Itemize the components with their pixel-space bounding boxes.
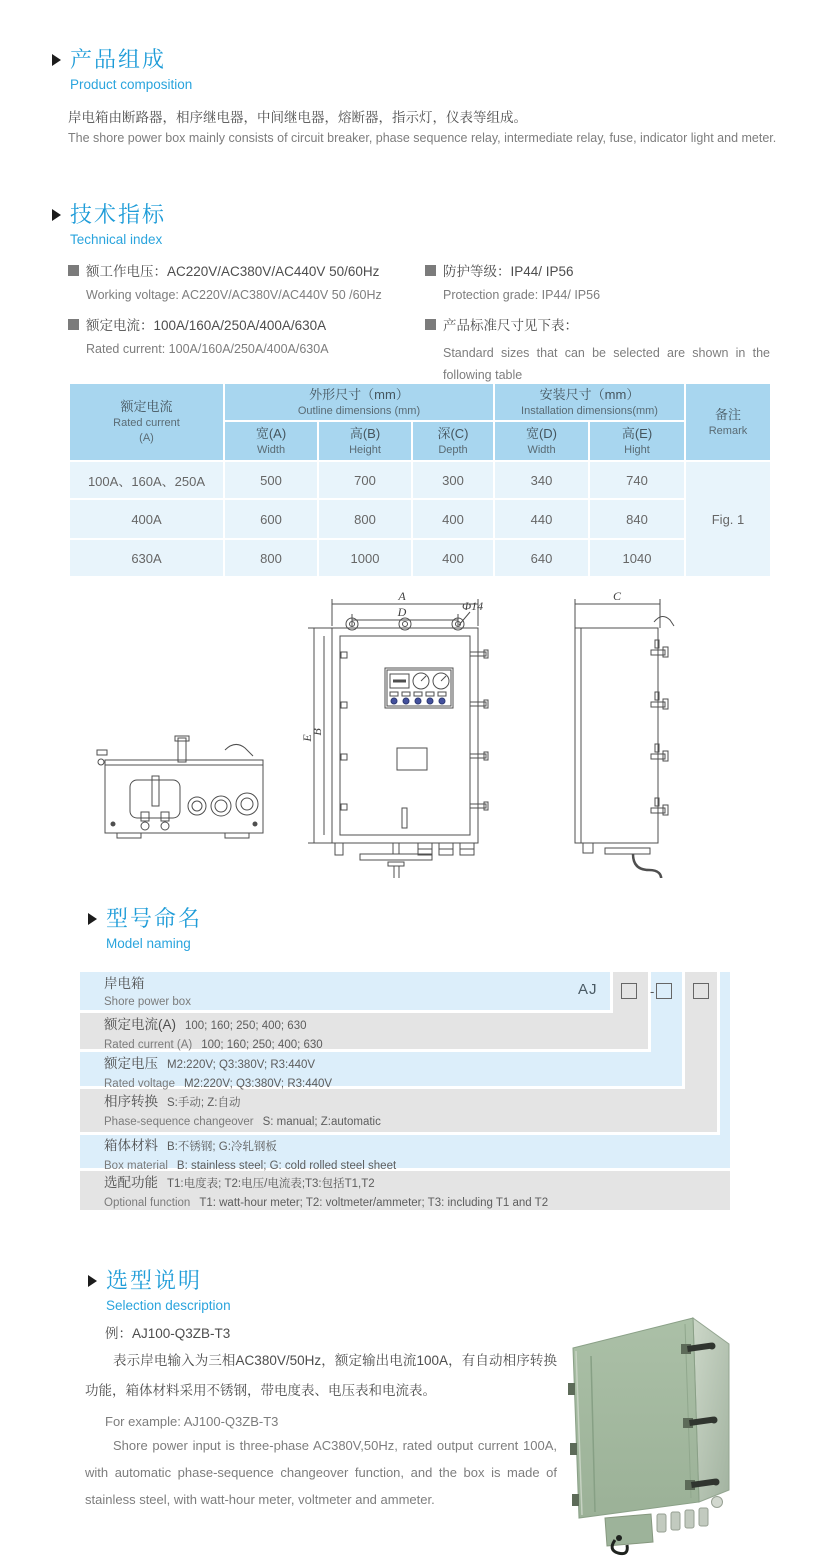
row-label-cn: 岸电箱	[104, 976, 145, 991]
table-header-current	[69, 383, 224, 461]
row-value-cn: B:不锈钢; G:冷轧钢板	[167, 1141, 277, 1153]
code-box-icon	[621, 983, 637, 999]
row-value-cn: M2:220V; Q3:380V; R3:440V	[167, 1059, 316, 1071]
latch-pins	[470, 650, 488, 810]
table-subheader	[589, 421, 685, 461]
table-subheader	[494, 421, 589, 461]
section-product-composition-header	[52, 47, 192, 92]
section-technical-index-header	[52, 202, 166, 247]
header-en: Width	[527, 443, 556, 456]
header-unit: (A)	[139, 432, 154, 444]
table-cell-remark: Fig. 1	[685, 461, 771, 577]
selection-body-en: Shore power input is three-phase AC380V,50Hz, rated output current 100A, with automatic phase-sequence changeover function, and the box is made of stainless steel, with watt-hour meter, voltmeter and ammeter.	[85, 1438, 557, 1507]
table-header-installation	[494, 383, 685, 421]
table-row	[69, 499, 771, 539]
row-value-en: T1: watt-hour meter; T2: voltmeter/ammeter; T3: including T1 and T2	[199, 1197, 549, 1209]
model-prefix: AJ	[578, 981, 598, 998]
ladder-row-rated-current	[104, 1016, 323, 1053]
table-subheader	[412, 421, 494, 461]
table-cell: 400A	[69, 499, 224, 539]
dim-label-c: C	[612, 589, 622, 603]
front-view	[300, 589, 488, 878]
spec-protection-grade	[425, 260, 770, 302]
section-title-cn: 型号命名	[106, 906, 203, 931]
header-cn: 额定电流	[120, 399, 173, 414]
section-title-cn: 技术指标	[70, 202, 167, 227]
triangle-bullet-icon	[88, 913, 97, 925]
spec-standard-sizes	[425, 314, 770, 386]
row-label-en: Shore power box	[104, 996, 191, 1008]
table-cell: 630A	[69, 539, 224, 577]
table-cell: 400	[412, 499, 494, 539]
row-label-cn: 额定电压	[104, 1056, 158, 1071]
table-cell: 1040	[589, 539, 685, 577]
table-row	[69, 539, 771, 577]
header-en: Outline dimensions (mm)	[297, 404, 421, 417]
model-naming-ladder	[80, 972, 730, 1210]
header-cn: 宽(A)	[255, 425, 287, 441]
table-cell: 800	[224, 539, 318, 577]
row-label-cn: 相序转换	[104, 1094, 158, 1109]
ladder-row-shore-power-box	[104, 975, 191, 1010]
row-value-en: S: manual; Z:automatic	[262, 1116, 381, 1128]
selection-text-block	[85, 1322, 557, 1513]
nameplate	[397, 748, 427, 770]
ladder-row-optional-function	[104, 1174, 548, 1211]
header-en: Rated current	[113, 417, 180, 429]
row-label-en: Optional function	[104, 1197, 191, 1209]
row-label-en: Rated voltage	[104, 1078, 175, 1090]
table-cell: 800	[318, 499, 412, 539]
dim-label-b: B	[310, 728, 324, 736]
section-title-en: Model naming	[106, 936, 191, 951]
spec-cn: 额定电流：100A/160A/250A/400A/630A	[86, 318, 327, 333]
header-cn: 高(E)	[621, 425, 653, 441]
dim-label-a: A	[398, 589, 406, 603]
product-photo	[545, 1288, 830, 1566]
table-row	[69, 461, 771, 499]
header-en: Height	[349, 443, 381, 456]
dim-label-hole: Φ14	[462, 599, 484, 613]
example-model-cn: 例：AJ100-Q3ZB-T3	[105, 1326, 231, 1341]
spec-en: Working voltage: AC220V/AC380V/AC440V 50 /60Hz	[86, 288, 382, 302]
square-bullet-icon	[425, 319, 436, 330]
table-cell: 600	[224, 499, 318, 539]
row-label-en: Phase-sequence changeover	[104, 1116, 254, 1128]
row-label-en: Rated current (A)	[104, 1039, 193, 1051]
indicator-lights	[390, 692, 446, 704]
spec-working-voltage	[68, 260, 418, 302]
control-panel	[385, 668, 453, 708]
row-label-cn: 额定电流(A)	[104, 1017, 176, 1032]
header-cn: 安装尺寸（mm）	[539, 386, 640, 402]
section-selection-description-header	[88, 1268, 231, 1313]
hinge-bolts	[341, 652, 347, 810]
section-title-en: Selection description	[106, 1298, 231, 1313]
composition-text-en: The shore power box mainly consists of circuit breaker, phase sequence relay, intermediate relay, fuse, indicator light and meter.	[68, 131, 777, 145]
row-value-en: 100; 160; 250; 400; 630	[201, 1039, 323, 1051]
table-cell: 340	[494, 461, 589, 499]
ladder-row-box-material	[104, 1137, 396, 1174]
side-view	[575, 589, 674, 878]
header-cn: 高(B)	[349, 425, 381, 441]
composition-text-cn: 岸电箱由断路器，相序继电器，中间继电器，熔断器，指示灯，仪表等组成。	[68, 110, 527, 125]
selection-body-cn: 表示岸电输入为三相AC380V/50Hz，额定输出电流100A，有自动相序转换功能，箱体材料采用不锈钢，带电度表、电压表和电流表。	[85, 1353, 557, 1398]
row-label-cn: 箱体材料	[104, 1138, 158, 1153]
header-cn: 备注	[714, 406, 741, 422]
bottom-view	[97, 736, 263, 838]
header-cn: 深(C)	[437, 425, 469, 441]
table-cell: 840	[589, 499, 685, 539]
table-cell: 400	[412, 539, 494, 577]
row-value-en: M2:220V; Q3:380V; R3:440V	[183, 1078, 333, 1090]
table-header-remark	[685, 383, 771, 461]
table-cell: 740	[589, 461, 685, 499]
triangle-bullet-icon	[52, 209, 61, 221]
table-subheader	[318, 421, 412, 461]
row-label-cn: 选配功能	[104, 1175, 158, 1190]
header-cn: 宽(D)	[525, 425, 558, 441]
table-cell: 500	[224, 461, 318, 499]
side-latches	[651, 640, 668, 815]
row-value-en: B: stainless steel; G: cold rolled steel sheet	[176, 1160, 397, 1172]
row-value-cn: 100; 160; 250; 400; 630	[185, 1020, 307, 1032]
square-bullet-icon	[68, 265, 79, 276]
dimensions-table	[68, 382, 772, 578]
square-bullet-icon	[425, 265, 436, 276]
table-cell: 1000	[318, 539, 412, 577]
green-enclosure	[568, 1318, 729, 1554]
section-model-naming-header	[88, 906, 202, 951]
code-box-icon	[656, 983, 672, 999]
code-box-icon	[693, 983, 709, 999]
header-en: Installation dimensions(mm)	[521, 404, 658, 417]
section-title-en: Technical index	[70, 232, 163, 247]
triangle-bullet-icon	[88, 1275, 97, 1287]
spec-cn: 产品标准尺寸见下表：	[443, 318, 578, 333]
section-title-cn: 产品组成	[70, 47, 167, 72]
ladder-row-phase-sequence	[104, 1093, 381, 1130]
table-header-outline	[224, 383, 494, 421]
spec-en: Standard sizes that can be selected are shown in the following table	[443, 346, 770, 382]
dash-text: -	[650, 984, 655, 999]
table-cell: 700	[318, 461, 412, 499]
spec-cn: 防护等级：IP44/ IP56	[443, 264, 574, 279]
spec-en: Rated current: 100A/160A/250A/400A/630A	[86, 342, 329, 356]
ladder-row-rated-voltage	[104, 1055, 332, 1092]
table-cell: 440	[494, 499, 589, 539]
table-subheader	[224, 421, 318, 461]
example-model-en: For example: AJ100-Q3ZB-T3	[105, 1414, 279, 1429]
square-bullet-icon	[68, 319, 79, 330]
header-cn: 外形尺寸（mm）	[309, 386, 409, 402]
triangle-bullet-icon	[52, 54, 61, 66]
row-value-cn: T1:电度表; T2:电压/电流表;T3:包括T1,T2	[167, 1178, 375, 1190]
section-title-en: Product composition	[70, 77, 193, 92]
table-cell: 300	[412, 461, 494, 499]
dim-label-d: D	[397, 605, 407, 619]
table-cell: 100A、160A、250A	[69, 461, 224, 499]
spec-rated-current	[68, 314, 418, 356]
row-value-cn: S:手动; Z:自动	[167, 1097, 241, 1109]
header-en: Width	[256, 443, 286, 456]
table-cell: 640	[494, 539, 589, 577]
header-en: Depth	[438, 443, 468, 456]
header-en: Hight	[624, 443, 650, 456]
dim-label-e: E	[300, 734, 314, 742]
technical-drawing	[75, 578, 765, 878]
bottom-pedestal	[605, 1514, 653, 1546]
spec-en: Protection grade: IP44/ IP56	[443, 288, 601, 302]
header-en: Remark	[708, 424, 748, 437]
spec-cn: 额工作电压：AC220V/AC380V/AC440V 50/60Hz	[86, 264, 380, 279]
row-label-en: Box material	[104, 1160, 168, 1172]
code-dash	[650, 983, 672, 999]
section-title-cn: 选型说明	[106, 1268, 203, 1293]
